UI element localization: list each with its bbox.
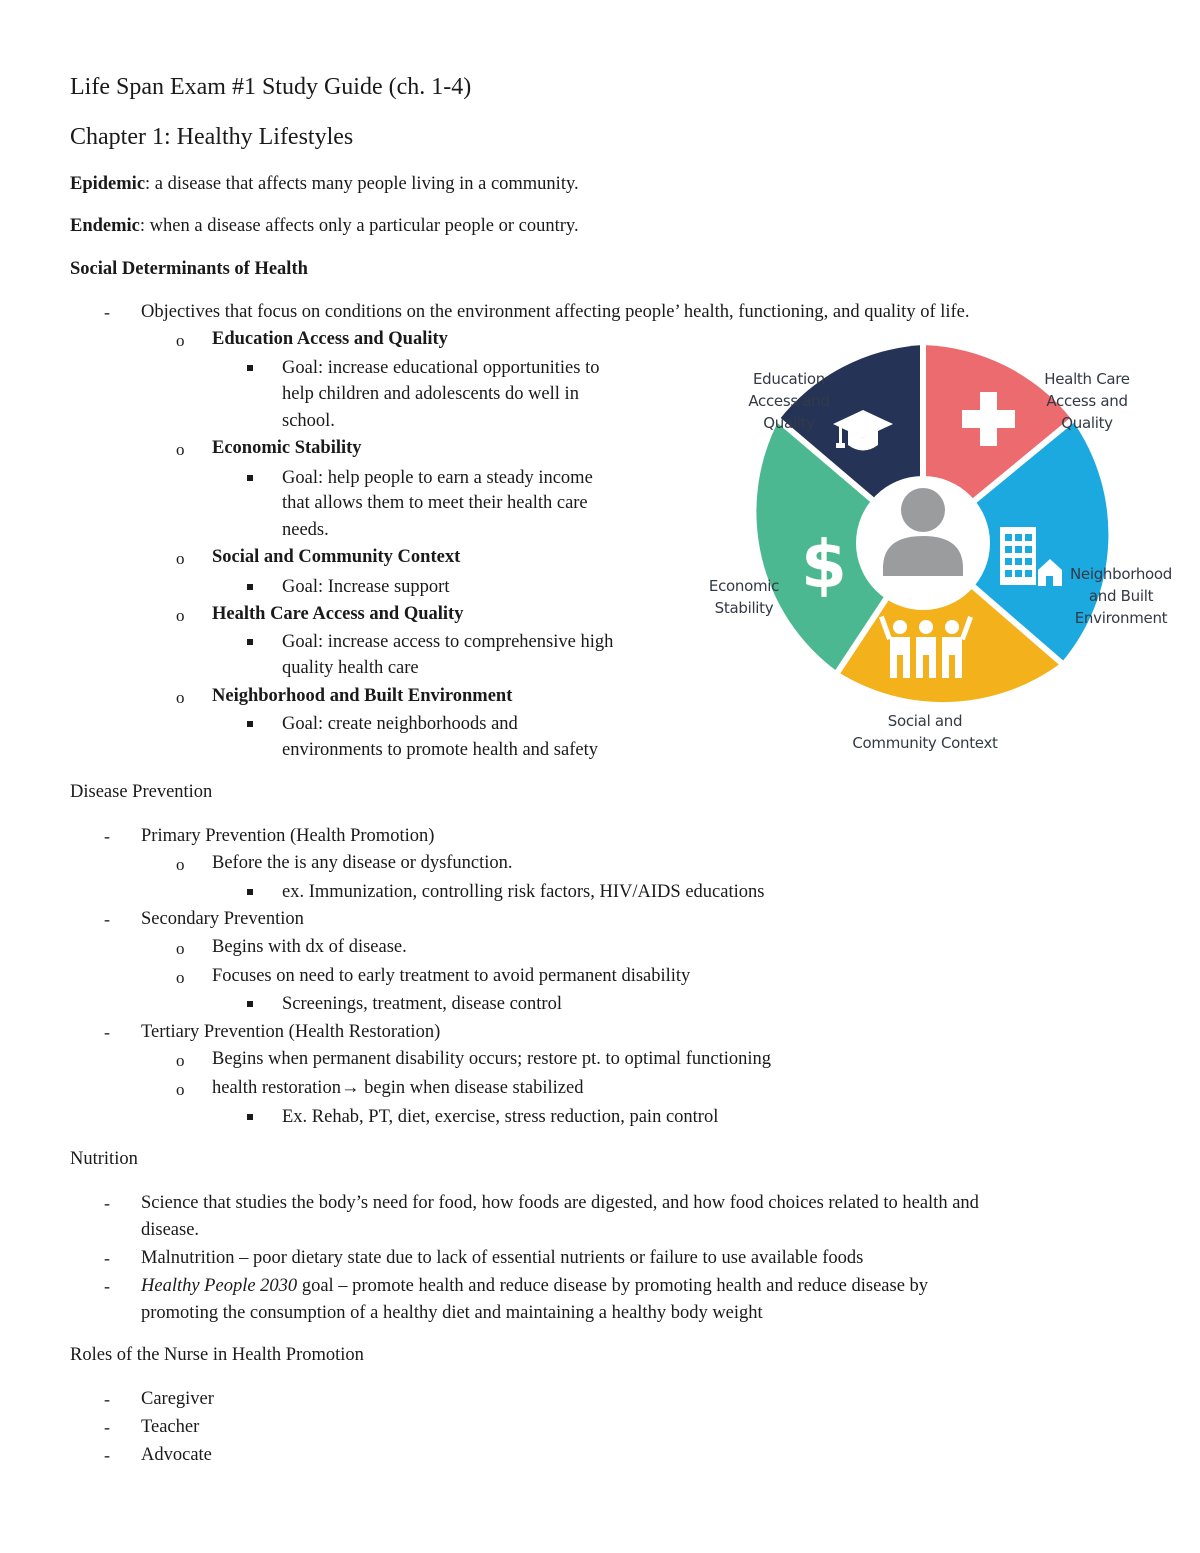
- roles-heading: Roles of the Nurse in Health Promotion: [70, 1345, 364, 1365]
- bullet-dash: -: [104, 1417, 110, 1437]
- bullet-dash: -: [104, 1248, 110, 1268]
- bullet-dash: -: [104, 1276, 110, 1296]
- bullet-square: [247, 721, 253, 727]
- prevention-heading: Disease Prevention: [70, 782, 213, 802]
- primary-detail: Before the is any disease or dysfunction.: [212, 853, 513, 873]
- secondary-detail: Begins with dx of disease.: [212, 937, 407, 957]
- wheel-label-health-care: Health Care Access and Quality: [1044, 370, 1130, 432]
- bullet-circle: o: [176, 331, 185, 350]
- sdoh-item-neighborhood: Neighborhood and Built Environment: [212, 686, 513, 706]
- bullet-dash: -: [104, 909, 110, 929]
- sdoh-goal-line: school.: [282, 411, 335, 431]
- definition-epidemic-text: : a disease that affects many people living in a community.: [145, 174, 579, 194]
- sdoh-goal-line: Goal: create neighborhoods and: [282, 714, 518, 734]
- sdoh-objective: Objectives that focus on conditions on the environment affecting people’ health, functioning, and quality of life.: [141, 302, 970, 322]
- wheel-label-economic: Economic Stability: [708, 577, 780, 617]
- primary-prevention: Primary Prevention (Health Promotion): [141, 826, 435, 846]
- nutrition-item: promoting the consumption of a healthy diet and maintaining a healthy body weight: [141, 1303, 763, 1323]
- sdoh-heading: Social Determinants of Health: [70, 259, 308, 279]
- sdoh-goal-line: Goal: help people to earn a steady income: [282, 468, 593, 488]
- definition-endemic-text: : when a disease affects only a particular people or country.: [139, 216, 579, 236]
- bullet-circle: o: [176, 688, 185, 707]
- tertiary-detail: Begins when permanent disability occurs; restore pt. to optimal functioning: [212, 1049, 771, 1069]
- sdoh-goal-line: quality health care: [282, 658, 419, 678]
- wheel-label-education: Education Access and Quality: [748, 370, 830, 432]
- bullet-dash: -: [104, 1193, 110, 1213]
- secondary-prevention: Secondary Prevention: [141, 909, 304, 929]
- tertiary-example: Ex. Rehab, PT, diet, exercise, stress reduction, pain control: [282, 1107, 719, 1127]
- nutrition-item: Science that studies the body’s need for food, how foods are digested, and how food choices related to health and: [141, 1193, 979, 1213]
- role-item: Teacher: [141, 1417, 200, 1437]
- role-item: Caregiver: [141, 1389, 214, 1409]
- bullet-circle: o: [176, 1080, 185, 1099]
- sdoh-item-social: Social and Community Context: [212, 547, 461, 567]
- definition-endemic: [70, 213, 579, 239]
- bullet-circle: o: [176, 939, 185, 958]
- bullet-square: [247, 1114, 253, 1120]
- bullet-dash: -: [104, 826, 110, 846]
- sdoh-goal-line: help children and adolescents do well in: [282, 384, 579, 404]
- sdoh-goal-line: environments to promote health and safety: [282, 740, 598, 760]
- tertiary-prevention: Tertiary Prevention (Health Restoration): [141, 1022, 441, 1042]
- sdoh-goal-line: Goal: Increase support: [282, 577, 450, 597]
- secondary-example: Screenings, treatment, disease control: [282, 994, 562, 1014]
- bullet-square: [247, 639, 253, 645]
- bullet-square: [247, 475, 253, 481]
- nutrition-heading: Nutrition: [70, 1149, 138, 1169]
- healthy-people-title: Healthy People 2030: [141, 1276, 298, 1296]
- bullet-circle: o: [176, 855, 185, 874]
- bullet-dash: -: [104, 302, 110, 322]
- nutrition-item: disease.: [141, 1220, 200, 1240]
- sdoh-goal-line: needs.: [282, 520, 329, 540]
- bullet-dash: -: [104, 1389, 110, 1409]
- bullet-circle: o: [176, 606, 185, 625]
- document-title: Life Span Exam #1 Study Guide (ch. 1-4): [70, 74, 472, 100]
- dollar-icon: $: [801, 526, 847, 603]
- role-item: Advocate: [141, 1445, 212, 1465]
- wheel-label-social: Social and Community Context: [852, 712, 998, 752]
- sdoh-item-health-care: Health Care Access and Quality: [212, 604, 464, 624]
- bullet-dash: -: [104, 1022, 110, 1042]
- nutrition-item: Healthy People 2030 goal – promote health and reduce disease by promoting health and reduce disease by: [141, 1276, 929, 1296]
- nutrition-item: Malnutrition – poor dietary state due to lack of essential nutrients or failure to use available foods: [141, 1248, 864, 1268]
- bullet-square: [247, 1001, 253, 1007]
- bullet-square: [247, 889, 253, 895]
- sdoh-item-education: Education Access and Quality: [212, 329, 448, 349]
- bullet-dash: -: [104, 1445, 110, 1465]
- bullet-circle: o: [176, 440, 185, 459]
- bullet-circle: o: [176, 1051, 185, 1070]
- term-epidemic: Epidemic: [70, 174, 146, 194]
- sdoh-wheel-diagram: [700, 330, 1180, 770]
- arrow-right-icon: →: [340, 1078, 360, 1098]
- tertiary-detail: health restoration→ begin when disease stabilized: [212, 1078, 584, 1098]
- sdoh-goal-line: that allows them to meet their health care: [282, 493, 588, 513]
- definition-epidemic: [70, 171, 579, 197]
- bullet-square: [247, 365, 253, 371]
- sdoh-goal-line: Goal: increase access to comprehensive high: [282, 632, 614, 652]
- bullet-circle: o: [176, 549, 185, 568]
- term-endemic: Endemic: [70, 216, 140, 236]
- wheel-label-neighborhood: Neighborhood and Built Environment: [1069, 565, 1173, 627]
- primary-example: ex. Immunization, controlling risk factors, HIV/AIDS educations: [282, 882, 765, 902]
- bullet-square: [247, 584, 253, 590]
- sdoh-goal-line: Goal: increase educational opportunities to: [282, 358, 600, 378]
- sdoh-item-economic: Economic Stability: [212, 438, 362, 458]
- chapter-heading: Chapter 1: Healthy Lifestyles: [70, 124, 354, 150]
- bullet-circle: o: [176, 968, 185, 987]
- secondary-detail: Focuses on need to early treatment to avoid permanent disability: [212, 966, 691, 986]
